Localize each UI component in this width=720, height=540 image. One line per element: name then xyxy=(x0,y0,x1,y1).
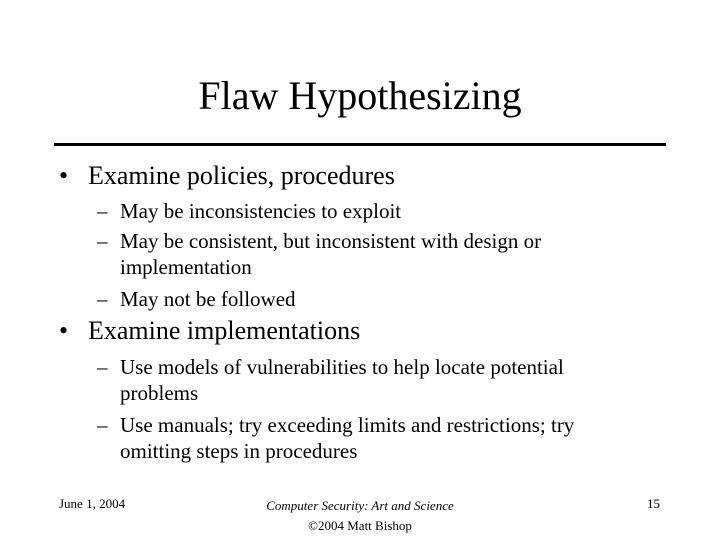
bullet-marker: • xyxy=(59,316,69,345)
sub-bullet-marker: – xyxy=(97,355,108,379)
bullet-2-text: Examine implementations xyxy=(88,316,361,345)
sub-bullet-1-2-line-1: May be consistent, but inconsistent with design or xyxy=(120,229,542,253)
page-number: 15 xyxy=(647,496,660,511)
sub-bullet-2-1-line-2: problems xyxy=(120,381,199,405)
bullet-marker: • xyxy=(59,161,69,190)
slide-title: Flaw Hypothesizing xyxy=(198,73,522,118)
sub-bullet-1-3: May not be followed xyxy=(120,287,296,311)
sub-bullet-2-2-line-2: omitting steps in procedures xyxy=(120,439,358,463)
sub-bullet-1-1: May be inconsistencies to exploit xyxy=(120,199,402,223)
footer-date: June 1, 2004 xyxy=(59,496,126,511)
footer-copyright: ©2004 Matt Bishop xyxy=(308,518,412,533)
title-divider xyxy=(54,143,666,146)
sub-bullet-2-1-line-1: Use models of vulnerabilities to help locate potential xyxy=(120,355,564,379)
sub-bullet-marker: – xyxy=(97,287,108,311)
sub-bullet-2-2-line-1: Use manuals; try exceeding limits and restrictions; try xyxy=(120,413,575,437)
sub-bullet-marker: – xyxy=(97,413,108,437)
bullet-1-text: Examine policies, procedures xyxy=(88,161,395,190)
sub-bullet-marker: – xyxy=(97,229,108,253)
sub-bullet-marker: – xyxy=(97,199,108,223)
footer-course: Computer Security: Art and Science xyxy=(266,498,454,513)
sub-bullet-1-2-line-2: implementation xyxy=(120,255,252,279)
footer-course-info xyxy=(210,496,510,536)
